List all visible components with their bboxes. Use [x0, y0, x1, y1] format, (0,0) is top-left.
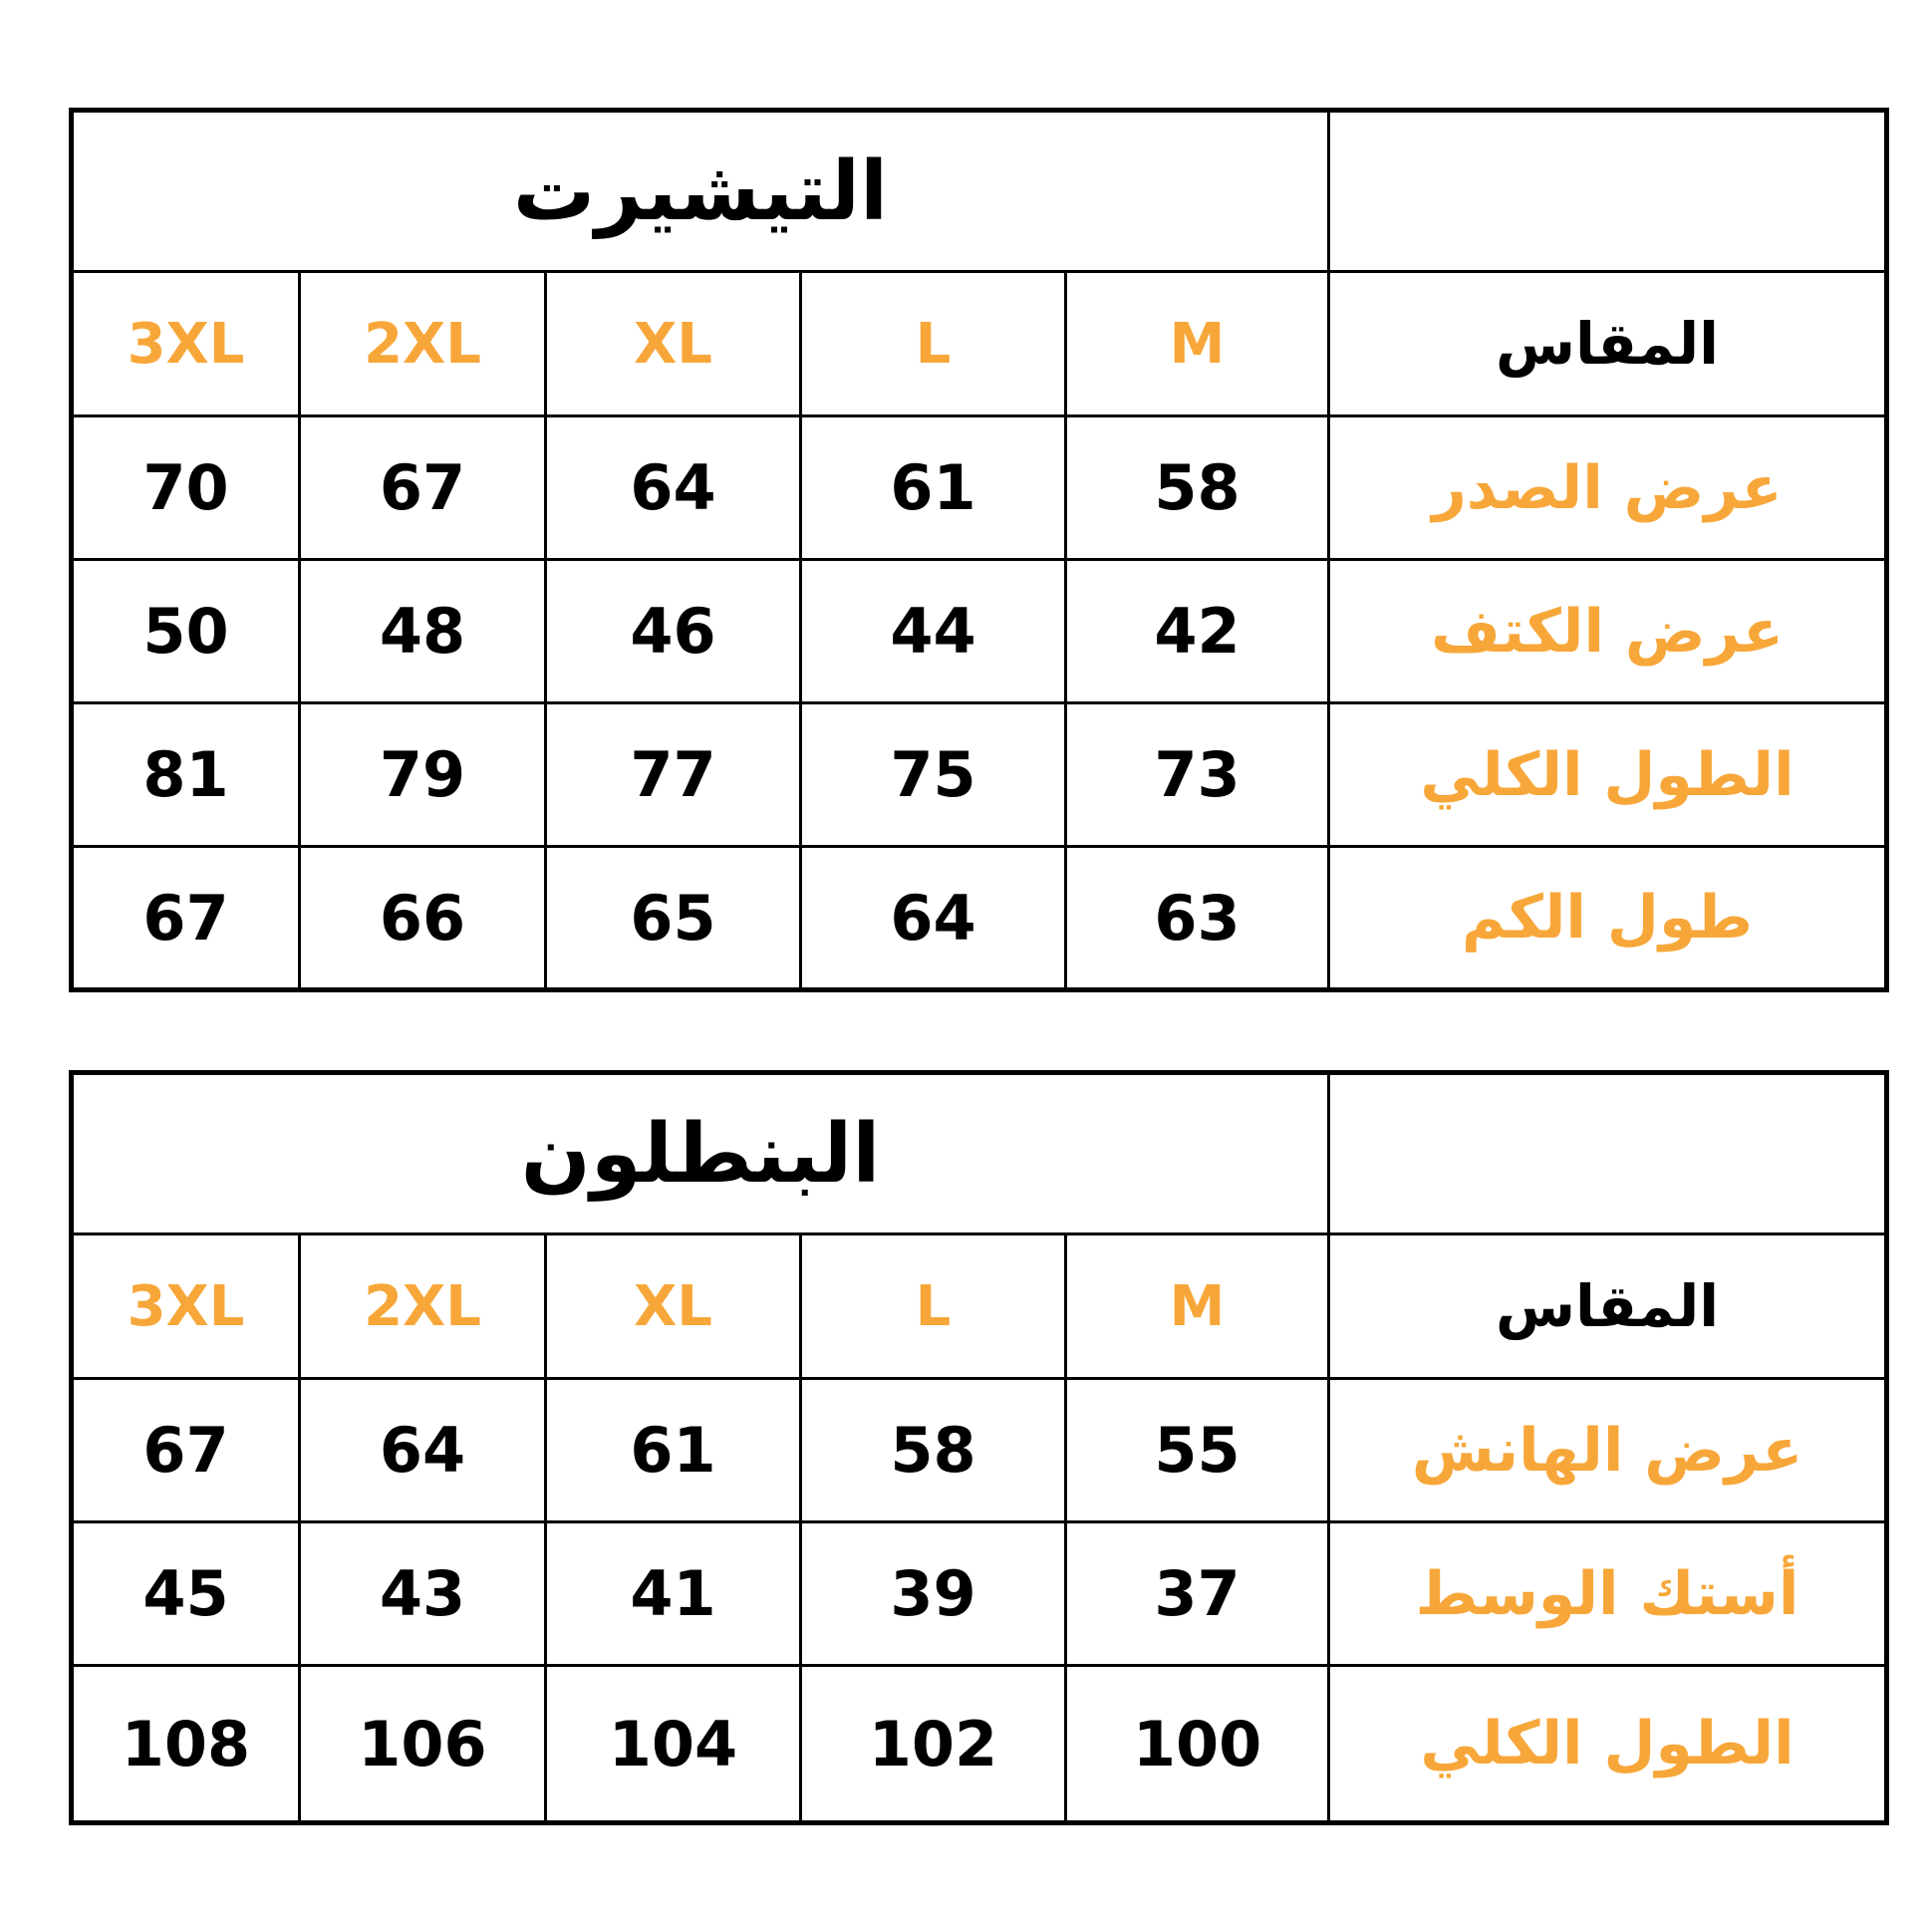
table-row: [72, 1666, 1887, 1823]
table-cell: 37: [1066, 1522, 1329, 1666]
pants-size-2xl: 2XL: [300, 1234, 546, 1379]
table-cell: 100: [1066, 1666, 1329, 1823]
table-cell: 64: [801, 847, 1066, 990]
tshirt-title: التيشيرت: [72, 111, 1329, 272]
pants-size-table: [69, 1070, 1889, 1825]
pants-size-xl: XL: [546, 1234, 801, 1379]
table-cell: 61: [801, 416, 1066, 560]
table-cell: 79: [300, 703, 546, 847]
table-cell: 66: [300, 847, 546, 990]
table-cell: 108: [72, 1666, 300, 1823]
table-cell: 45: [72, 1522, 300, 1666]
pants-title: البنطلون: [72, 1073, 1329, 1234]
table-cell: 61: [546, 1379, 801, 1522]
table-cell: 67: [300, 416, 546, 560]
pants-size-3xl: 3XL: [72, 1234, 300, 1379]
table-cell: 58: [1066, 416, 1329, 560]
tshirt-size-2xl: 2XL: [300, 272, 546, 416]
table-cell: 102: [801, 1666, 1066, 1823]
table-cell: 75: [801, 703, 1066, 847]
table-cell: 48: [300, 560, 546, 703]
row-label-total-length: الطول الكلي: [1329, 1666, 1887, 1823]
table-cell: 67: [72, 847, 300, 990]
table-row: [72, 703, 1887, 847]
tshirt-size-row: [72, 272, 1887, 416]
pants-title-empty-cell: [1329, 1073, 1887, 1234]
table-cell: 39: [801, 1522, 1066, 1666]
table-cell: 64: [300, 1379, 546, 1522]
tshirt-size-l: L: [801, 272, 1066, 416]
table-cell: 43: [300, 1522, 546, 1666]
pants-size-m: M: [1066, 1234, 1329, 1379]
table-cell: 64: [546, 416, 801, 560]
row-label-hip-width: عرض الهانش: [1329, 1379, 1887, 1522]
table-row: [72, 416, 1887, 560]
table-cell: 63: [1066, 847, 1329, 990]
table-row: [72, 1379, 1887, 1522]
table-cell: 73: [1066, 703, 1329, 847]
row-label-shoulder-width: عرض الكتف: [1329, 560, 1887, 703]
table-cell: 65: [546, 847, 801, 990]
table-cell: 50: [72, 560, 300, 703]
tshirt-title-row: [72, 111, 1887, 272]
table-cell: 46: [546, 560, 801, 703]
table-row: [72, 847, 1887, 990]
table-cell: 58: [801, 1379, 1066, 1522]
table-cell: 104: [546, 1666, 801, 1823]
table-cell: 106: [300, 1666, 546, 1823]
table-cell: 44: [801, 560, 1066, 703]
table-cell: 41: [546, 1522, 801, 1666]
table-row: [72, 560, 1887, 703]
table-cell: 42: [1066, 560, 1329, 703]
table-cell: 70: [72, 416, 300, 560]
tshirt-title-empty-cell: [1329, 111, 1887, 272]
table-cell: 67: [72, 1379, 300, 1522]
table-cell: 81: [72, 703, 300, 847]
tshirt-size-m: M: [1066, 272, 1329, 416]
pants-title-row: [72, 1073, 1887, 1234]
pants-size-header: المقاس: [1329, 1234, 1887, 1379]
row-label-waist-elastic: أستك الوسط: [1329, 1522, 1887, 1666]
tshirt-size-table: [69, 108, 1889, 992]
table-row: [72, 1522, 1887, 1666]
pants-size-row: [72, 1234, 1887, 1379]
table-cell: 77: [546, 703, 801, 847]
tshirt-size-xl: XL: [546, 272, 801, 416]
row-label-chest-width: عرض الصدر: [1329, 416, 1887, 560]
row-label-sleeve-length: طول الكم: [1329, 847, 1887, 990]
tshirt-size-header: المقاس: [1329, 272, 1887, 416]
table-cell: 55: [1066, 1379, 1329, 1522]
row-label-total-length: الطول الكلي: [1329, 703, 1887, 847]
pants-size-l: L: [801, 1234, 1066, 1379]
tshirt-size-3xl: 3XL: [72, 272, 300, 416]
